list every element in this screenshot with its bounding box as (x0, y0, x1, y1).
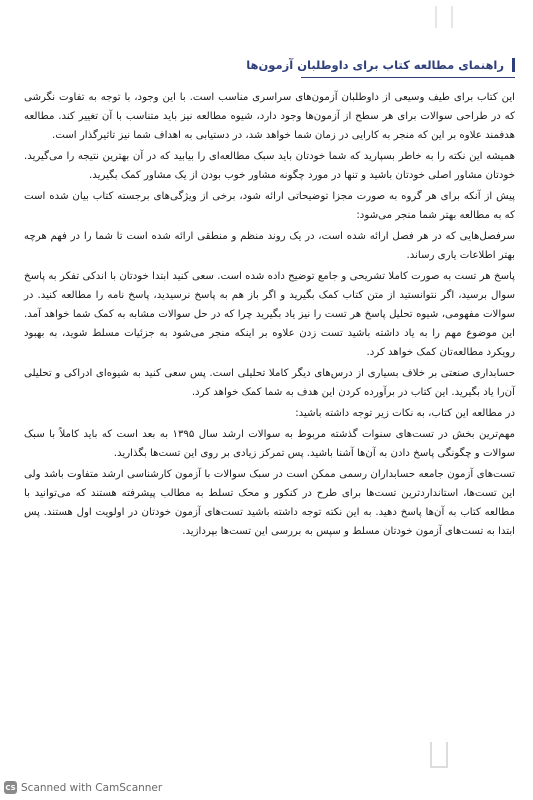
heading-underline (301, 77, 515, 78)
paragraph: حسابداری صنعتی بر خلاف بسیاری از درس‌های دیگر کاملا تحلیلی است. پس سعی کنید به شیوه‌ای ادراکی و تحلیلی آن‌را یاد بگیرید. این کتاب در برآورده کردن این هدف به شما کمک خواهد کرد. (24, 368, 515, 398)
paragraph: این کتاب برای طیف وسیعی از داوطلبان آزمون‌های سراسری مناسب است. با این وجود، با توجه به تفاوت نگرشی که در طراحی سوالات برای هر سطح از آزمون‌ها وجود دارد، شیوه مطالعه نیز باید متناسب با آن تغییر کند. مطالعه هدفمند علاوه بر این که منجر به کارایی در زمان شما خواهد شد، در دستیابی به اهداف شما نیز تاثیرگذار است. (24, 92, 515, 141)
paragraph: تست‌های آزمون جامعه حسابداران رسمی ممکن است در سبک سوالات با آزمون کارشناسی ارشد متفاوت باشد ولی این تست‌ها، استانداردترین تست‌ها برای طرح در کنکور و محک تسلط به مطالب پیشرفته هستند که می‌توانید با مطالعه کتاب به آن‌ها پاسخ دهید. به این نکته توجه داشته باشید تست‌های آزمون خودتان در اولویت اول هستند. پس ابتدا به تست‌های آزمون خودتان مسلط و سپس به بررسی این تست‌ها بپردازید. (24, 469, 515, 537)
body-text (24, 88, 515, 588)
paragraph: پیش از آنکه برای هر گروه به صورت مجزا توضیحاتی ارائه شود، برخی از ویژگی‌های برجسته کتاب بیان شده است که به مطالعه بهتر شما منجر می‌شود: (24, 191, 515, 221)
camscanner-icon: CS (4, 781, 17, 794)
paragraph: در مطالعه این کتاب، به نکات زیر توجه داشته باشید: (295, 408, 515, 419)
section-heading: راهنمای مطالعه کتاب برای داوطلبان آزمون‌ها (300, 58, 515, 72)
paragraph: پاسخ هر تست به صورت کاملا تشریحی و جامع توضیح داده شده است. سعی کنید ابتدا خودتان با اندکی تفکر به پاسخ سوال برسید، اگر نتوانستید از متن کتاب کمک بگیرید و اگر باز هم به پاسخ نرسیدید، پاسخ نامه را مطالعه کنید. در سوالات مفهومی، شیوه تحلیل پاسخ هر تست را نیز یاد بگیرید چرا که در حل سوالات مشابه به کمک شما خواهد آمد. این موضوع مهم را به یاد داشته باشید تست زدن علاوه بر اینکه منجر می‌شود به جزئیات مسلط شوید، به بهبود رویکرد مطالعه‌تان کمک خواهد کرد. (24, 271, 515, 358)
watermark-label: Scanned with CamScanner (21, 781, 163, 794)
paragraph: همیشه این نکته را به خاطر بسپارید که شما خودتان باید سبک مطالعه‌ای را بیابید که در آن بهترین نتیجه را می‌گیرید. خودتان مشاور اصلی خودتان باشید و تنها در مورد چگونه مشاور خوب بودن از یک مشاور کمک بگیرید. (24, 151, 515, 181)
scanner-watermark (4, 781, 162, 794)
paragraph: مهم‌ترین بخش در تست‌های سنوات گذشته مربوط به سوالات ارشد سال ۱۳۹۵ به بعد است که باید کاملاً با سبک سوالات و چگونگی پاسخ دادن به آن‌ها آشنا باشید. پس تمرکز زیادی بر روی این تست‌ها بگذارید. (24, 429, 516, 459)
page-corner-decoration (435, 6, 453, 28)
paragraph: سرفصل‌هایی که در هر فصل ارائه شده است، در یک روند منظم و منطقی ارائه شده است تا شما را در فهم هرچه بهتر اطلاعات یاری رساند. (24, 231, 515, 261)
page-bottom-decoration (430, 742, 448, 768)
